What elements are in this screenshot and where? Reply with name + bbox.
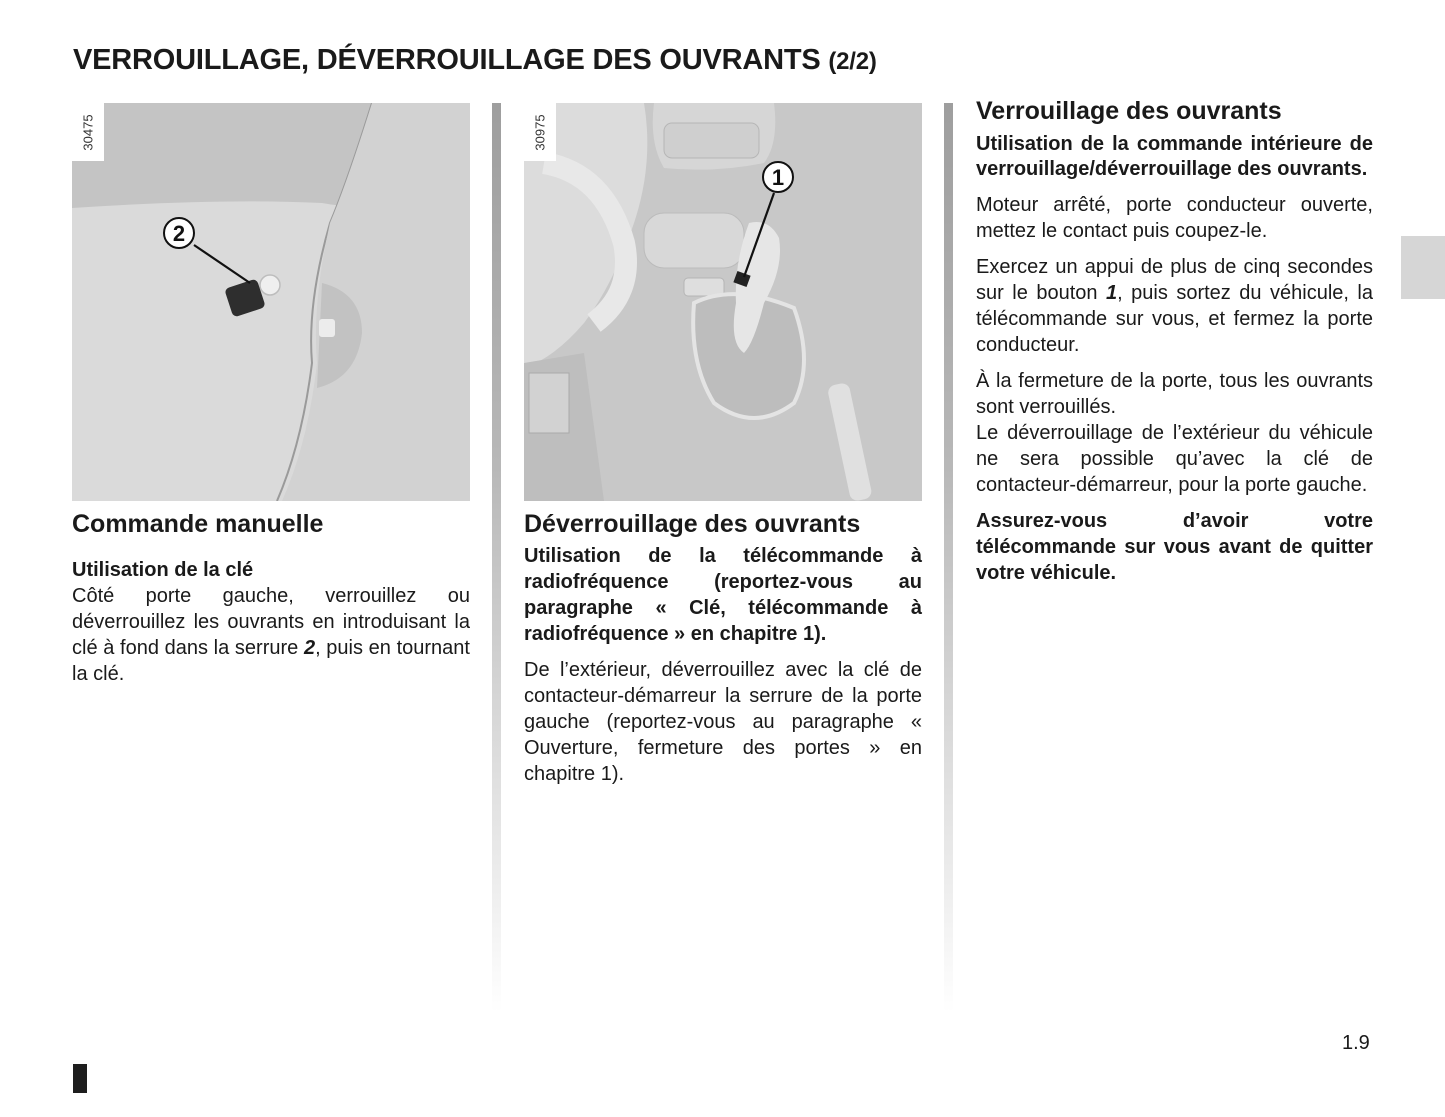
- figure-ref-label: 30475: [72, 103, 104, 161]
- door-lock-illustration: [72, 103, 470, 501]
- figure-console-button: [524, 103, 922, 501]
- section-locking: [976, 96, 1373, 586]
- page-title-part: (2/2): [828, 48, 877, 75]
- body-paragraph: Exercez un appui de plus de cinq secondes sur le bouton 1, puis sortez du véhicule, la télécommande sur vous, et fermez la porte conducteur.: [976, 256, 1373, 356]
- bold-paragraph: Utilisation de la commande intérieure de verrouillage/déverrouillage des ouvrants.: [976, 133, 1373, 180]
- callout-1: 1: [771, 165, 785, 190]
- figure-ref-label: 30975: [524, 103, 556, 161]
- figure-door-lock: [72, 103, 470, 501]
- page-title: [73, 44, 877, 77]
- callout-ref: 2: [303, 637, 316, 659]
- console-illustration: [524, 103, 922, 501]
- warning-paragraph: Assurez-vous d’avoir votre télécommande sur vous avant de quitter votre véhicule.: [976, 510, 1373, 584]
- page-number: 1.9: [1342, 1032, 1370, 1054]
- body-paragraph: Le déverrouillage de l’extérieur du véhicule ne sera possible qu’avec la clé de contacteur-démarreur, pour la porte gauche.: [976, 422, 1373, 496]
- print-corner-mark: [73, 1064, 87, 1093]
- body-paragraph: À la fermeture de la porte, tous les ouvrants sont verrouillés.: [976, 370, 1373, 418]
- section-heading: Déverrouillage des ouvrants: [524, 510, 861, 538]
- callout-2: 2: [172, 221, 186, 246]
- bold-paragraph: Utilisation de la télécommande à radiofréquence (reportez-vous au paragraphe « Clé, télécommande à radiofréquence » en chapitre 1).: [524, 545, 922, 645]
- chapter-tab: [1401, 236, 1445, 299]
- column-divider: [492, 103, 501, 1013]
- body-paragraph: Moteur arrêté, porte conducteur ouverte, mettez le contact puis coupez-le.: [976, 194, 1373, 242]
- body-paragraph: Côté porte gauche, verrouillez ou déverrouillez les ouvrants en introduisant la clé à fond dans la serrure 2, puis en tournant la clé.: [72, 585, 470, 685]
- section-heading: Verrouillage des ouvrants: [976, 97, 1282, 125]
- section-unlocking: [524, 103, 922, 787]
- callout-ref: 1: [1105, 282, 1118, 304]
- body-paragraph: De l’extérieur, déverrouillez avec la clé de contacteur-démarreur la serrure de la porte gauche (reportez-vous au paragraphe « Ouverture, fermeture des portes » en chapitre 1).: [524, 659, 922, 785]
- subheading: Utilisation de la clé: [72, 559, 254, 581]
- column-divider: [944, 103, 953, 1013]
- section-heading: Commande manuelle: [72, 510, 324, 538]
- section-manual-control: [72, 103, 470, 687]
- page-title-text: VERROUILLAGE, DÉVERROUILLAGE DES OUVRANTS: [73, 44, 821, 76]
